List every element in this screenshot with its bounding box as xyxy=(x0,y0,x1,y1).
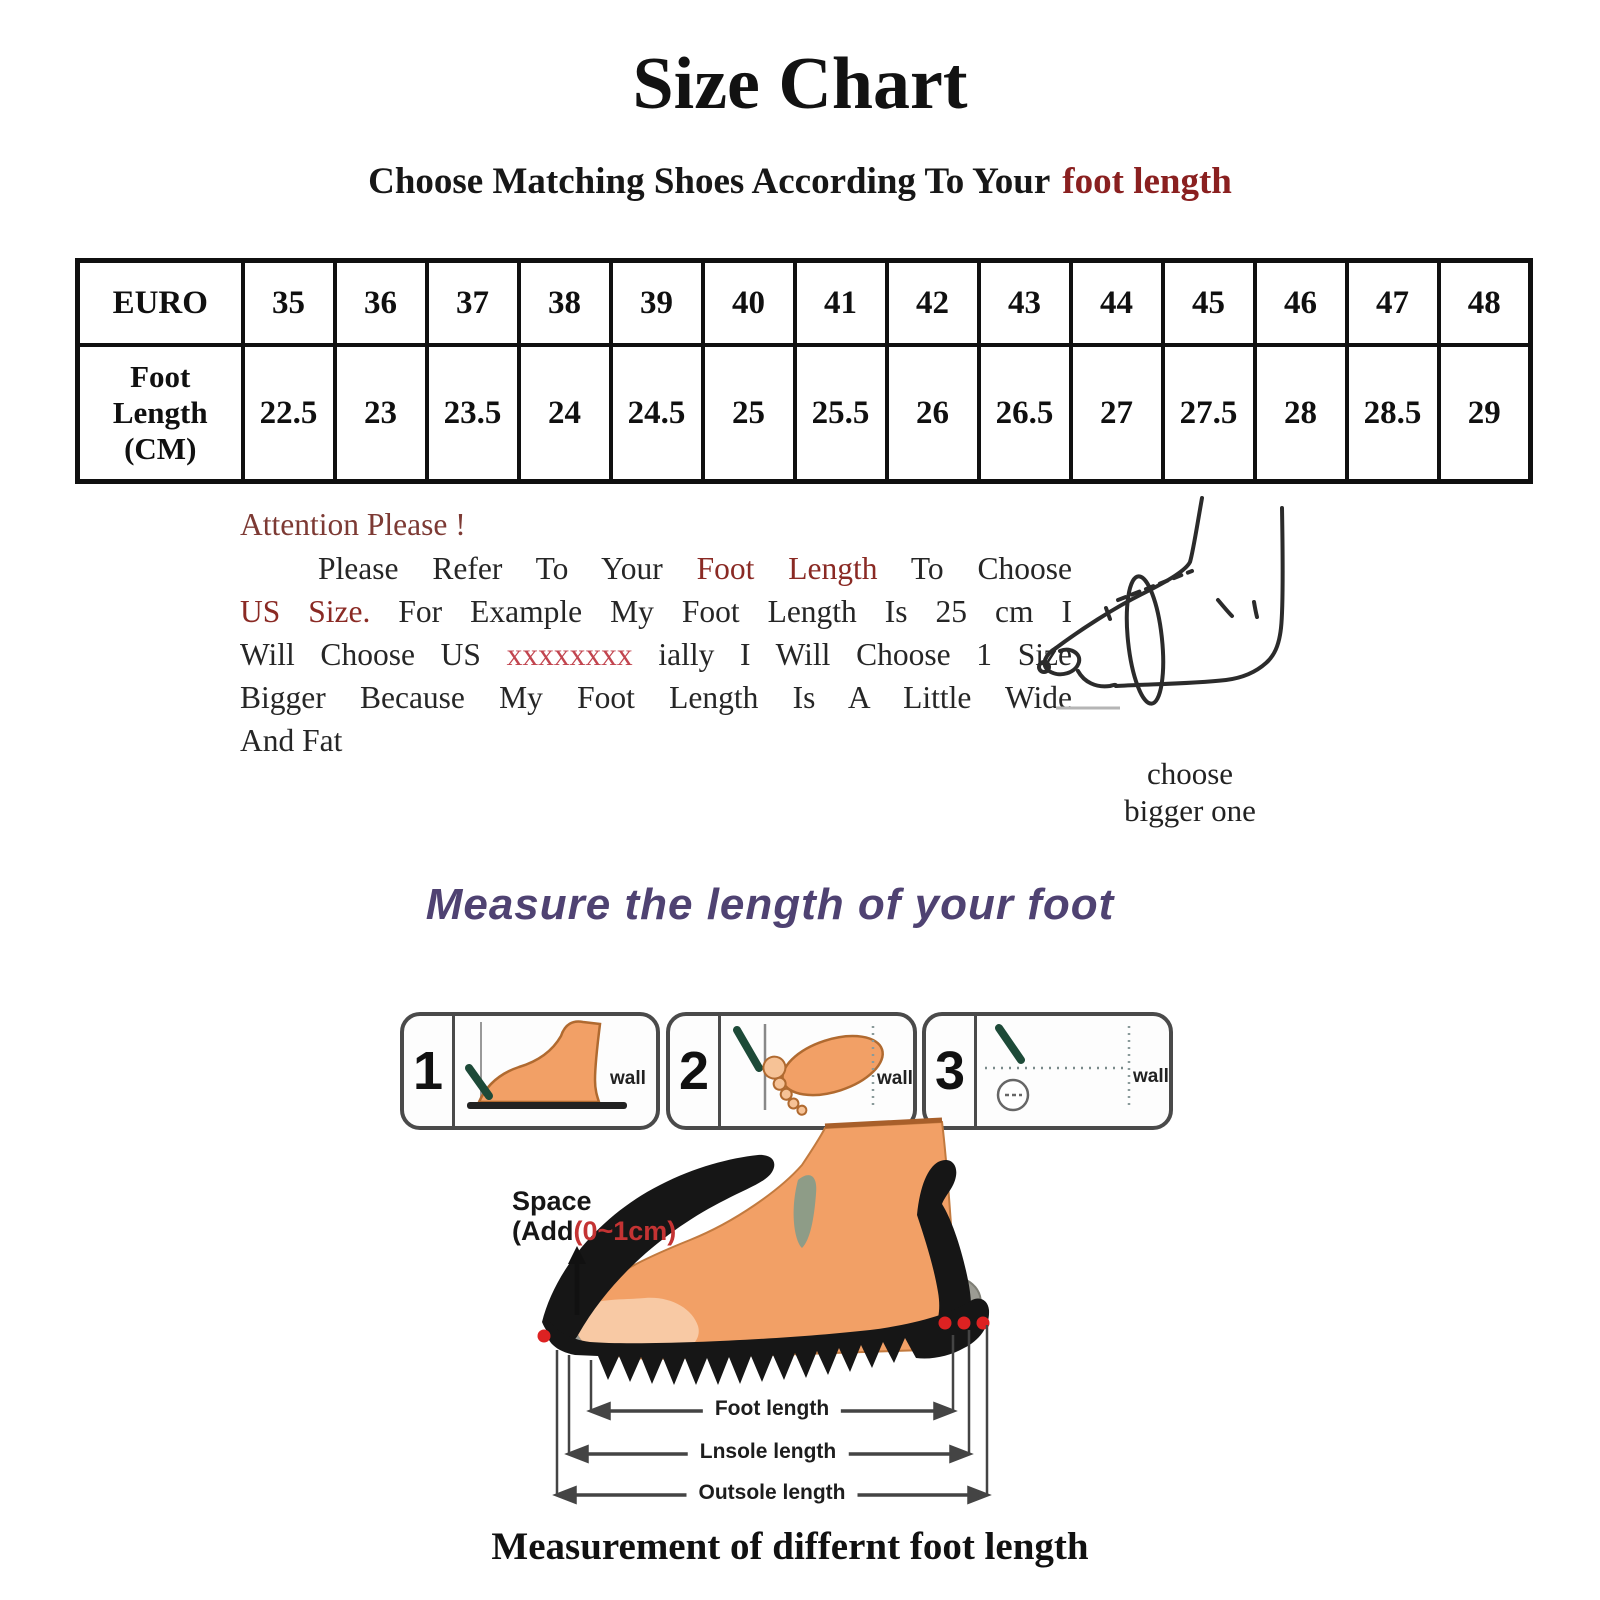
subtitle-main: Choose Matching Shoes According To Your xyxy=(368,161,1051,202)
euro-size-cell: 44 xyxy=(1071,261,1163,346)
foot-length-cell: 29 xyxy=(1439,345,1531,482)
pen-icon xyxy=(737,1030,759,1068)
attention-line: And Fat xyxy=(240,723,343,758)
euro-size-cell: 45 xyxy=(1163,261,1255,346)
foot-side-icon xyxy=(479,1022,600,1102)
euro-size-cell: 37 xyxy=(427,261,519,346)
foot-length-cell: 27.5 xyxy=(1163,345,1255,482)
table-row-foot-length xyxy=(78,345,1531,482)
space-label-range: (0~1cm) xyxy=(573,1216,677,1246)
attention-line xyxy=(240,547,1072,590)
foot-length-cell: 23 xyxy=(335,345,427,482)
euro-size-cell: 39 xyxy=(611,261,703,346)
euro-size-cell: 42 xyxy=(887,261,979,346)
pen-icon xyxy=(469,1068,489,1096)
step-number: 1 xyxy=(404,1016,455,1126)
attention-text: ially I Will Choose 1 Size xyxy=(632,637,1072,672)
attention-text: For Example My Foot Length Is 25 cm I xyxy=(370,594,1072,629)
attention-accent: Foot Length xyxy=(696,551,878,586)
page-title: Size Chart xyxy=(632,43,968,125)
space-label-add: (Add xyxy=(512,1216,574,1246)
attention-text: To Choose xyxy=(877,551,1072,586)
foot-length-cell: 28.5 xyxy=(1347,345,1439,482)
space-label-title: Space xyxy=(512,1186,592,1216)
attention-line xyxy=(240,590,1072,633)
euro-header: EURO xyxy=(78,261,243,346)
euro-size-cell: 36 xyxy=(335,261,427,346)
foot-length-cell: 24.5 xyxy=(611,345,703,482)
foot-sketch-illustration xyxy=(1020,470,1360,740)
wall-label: wall xyxy=(610,1068,646,1089)
foot-length-cell: 26 xyxy=(887,345,979,482)
foot-length-cell: 26.5 xyxy=(979,345,1071,482)
foot-length-cell: 25 xyxy=(703,345,795,482)
foot-length-cell: 27 xyxy=(1071,345,1163,482)
pen-icon xyxy=(999,1028,1021,1060)
foot-length-cell: 25.5 xyxy=(795,345,887,482)
measure-heading: Measure the length of your foot xyxy=(425,880,1115,929)
euro-size-cell: 46 xyxy=(1255,261,1347,346)
attention-line: Bigger Because My Foot Length Is A Little Wide xyxy=(240,680,1072,715)
euro-size-cell: 43 xyxy=(979,261,1071,346)
foot-length-cell: 28 xyxy=(1255,345,1347,482)
foot-length-cell: 24 xyxy=(519,345,611,482)
wall-label: wall xyxy=(1133,1066,1169,1087)
bottom-caption: Measurement of differnt foot length xyxy=(491,1525,1089,1568)
choose-bigger-note xyxy=(1075,755,1305,829)
euro-size-cell: 47 xyxy=(1347,261,1439,346)
attention-note xyxy=(240,503,1072,762)
subtitle-accent: foot length xyxy=(1062,161,1232,202)
foot-length-header xyxy=(78,345,243,482)
euro-size-cell: 48 xyxy=(1439,261,1531,346)
step-number: 2 xyxy=(670,1016,721,1126)
choose-note-line: bigger one xyxy=(1124,793,1256,828)
step-number: 3 xyxy=(926,1016,977,1126)
euro-size-cell: 40 xyxy=(703,261,795,346)
measure-step2-icon xyxy=(721,1016,909,1118)
insole-length-label: Lnsole length xyxy=(688,1440,849,1464)
attention-censored: xxxxxxxx xyxy=(506,637,633,672)
attention-heading: Attention Please ! xyxy=(240,507,466,542)
foot-length-cell: 23.5 xyxy=(427,345,519,482)
euro-size-cell: 38 xyxy=(519,261,611,346)
subtitle xyxy=(0,160,1600,203)
size-table xyxy=(75,258,1533,484)
attention-line xyxy=(240,633,1072,676)
attention-text: Please Refer To Your xyxy=(318,551,697,586)
floor-line xyxy=(467,1102,627,1109)
choose-note-line: choose xyxy=(1146,756,1234,791)
space-label xyxy=(512,1186,676,1246)
measure-step1-icon xyxy=(455,1016,652,1118)
euro-size-cell: 35 xyxy=(243,261,335,346)
euro-size-cell: 41 xyxy=(795,261,887,346)
wall-label: wall xyxy=(877,1068,913,1089)
attention-accent: US Size. xyxy=(240,594,371,629)
foot-length-header-line: Length xyxy=(112,395,208,430)
foot-length-cell: 22.5 xyxy=(243,345,335,482)
table-row-euro xyxy=(78,261,1531,346)
foot-length-header-line: (CM) xyxy=(124,431,197,466)
foot-length-header-line: Foot xyxy=(130,359,191,394)
foot-length-label: Foot length xyxy=(703,1397,841,1421)
attention-text: Will Choose US xyxy=(240,637,507,672)
outsole-length-label: Outsole length xyxy=(687,1481,858,1505)
